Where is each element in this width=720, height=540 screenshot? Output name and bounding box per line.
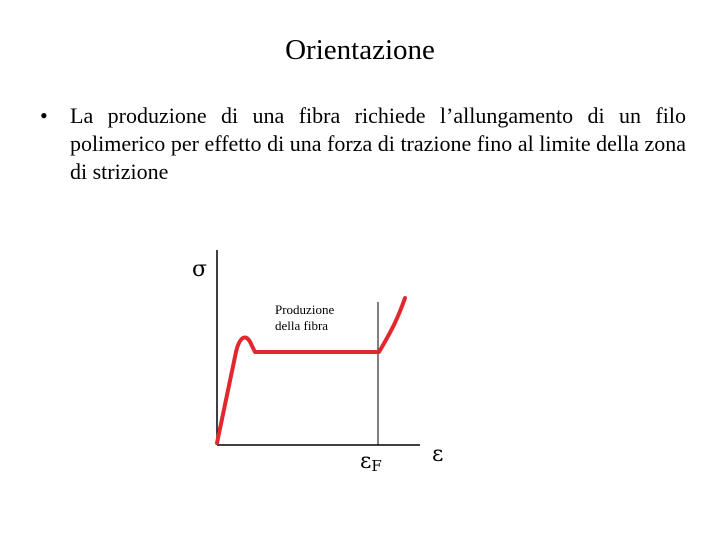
epsilon-f-subscript: F xyxy=(371,457,382,475)
y-axis-label: σ xyxy=(192,257,208,282)
x-axis-label: ε xyxy=(432,442,444,467)
slide-title: Orientazione xyxy=(285,34,435,66)
epsilon-f-symbol: ε xyxy=(360,449,372,474)
epsilon-f-label xyxy=(360,449,382,475)
bullet-text: La produzione di una fibra richiede l’allungamento di un filo polimerico per effetto di una forza di trazione fino al limite della zona di strizione xyxy=(70,103,686,184)
bullet-marker: • xyxy=(40,103,48,128)
annotation-line-1: Produzione xyxy=(275,302,335,317)
annotation-line-2: della fibra xyxy=(275,318,329,333)
